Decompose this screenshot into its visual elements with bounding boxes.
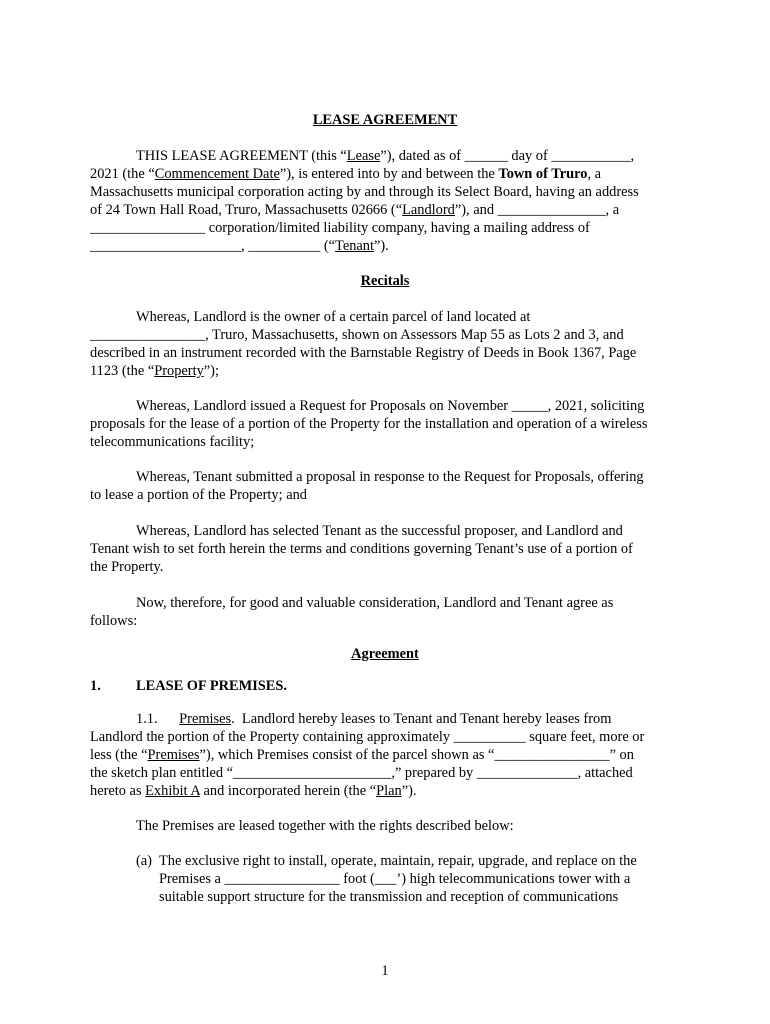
recital-line: described in an instrument recorded with the Barnstable Registry of Deeds in Book 1367, Page bbox=[90, 345, 637, 361]
intro-line: 2021 (the “Commencement Date”), is entered into by and between the Town of Truro, a bbox=[90, 166, 602, 182]
recital-line: Whereas, Landlord has selected Tenant as the successful proposer, and Landlord and bbox=[136, 523, 623, 539]
list-item-line: The exclusive right to install, operate, maintain, repair, upgrade, and replace on the bbox=[159, 853, 637, 869]
section-number: 1. bbox=[90, 678, 101, 694]
recital-line: telecommunications facility; bbox=[90, 434, 255, 450]
recital-line: Whereas, Landlord is the owner of a certain parcel of land located at bbox=[136, 309, 531, 325]
section-title: LEASE OF PREMISES. bbox=[136, 678, 288, 694]
rights-intro: The Premises are leased together with the rights described below: bbox=[136, 818, 514, 834]
subsection-line: the sketch plan entitled “______________________,” prepared by ______________, attached bbox=[90, 765, 633, 781]
subsection-line: 1.1. Premises. Landlord hereby leases to Tenant and Tenant hereby leases from bbox=[136, 711, 612, 727]
subsection-line: Landlord the portion of the Property containing approximately __________ square feet, more or bbox=[90, 729, 645, 745]
recital-line: ________________, Truro, Massachusetts, shown on Assessors Map 55 as Lots 2 and 3, and bbox=[90, 327, 624, 343]
defined-term: Lease bbox=[346, 148, 381, 164]
agreement-heading: Agreement bbox=[351, 646, 419, 662]
intro-line: ________________ corporation/limited liability company, having a mailing address of bbox=[90, 220, 590, 236]
recital-line: proposals for the lease of a portion of the Property for the installation and operation of a wireless bbox=[90, 416, 648, 432]
defined-term: Plan bbox=[376, 783, 402, 799]
intro-line: THIS LEASE AGREEMENT (this “Lease”), dated as of ______ day of ___________, bbox=[136, 148, 635, 164]
defined-term: Premises bbox=[147, 747, 200, 763]
consideration-line: follows: bbox=[90, 613, 138, 629]
defined-term: Commencement Date bbox=[154, 166, 280, 182]
defined-term: Property bbox=[154, 363, 204, 379]
defined-term: Tenant bbox=[335, 238, 374, 254]
list-item-line: Premises a ________________ foot (___’) high telecommunications tower with a bbox=[159, 871, 631, 887]
recital-line: Tenant wish to set forth herein the terms and conditions governing Tenant’s use of a portion of bbox=[90, 541, 633, 557]
consideration-line: Now, therefore, for good and valuable consideration, Landlord and Tenant agree as bbox=[136, 595, 614, 611]
recital-line: Whereas, Landlord issued a Request for Proposals on November _____, 2021, soliciting bbox=[136, 398, 645, 414]
defined-term: Landlord bbox=[402, 202, 455, 218]
recitals-heading: Recitals bbox=[360, 273, 410, 289]
recital-line: the Property. bbox=[90, 559, 164, 575]
party-name: Town of Truro bbox=[498, 166, 588, 182]
page-number: 1 bbox=[381, 963, 389, 979]
subsection-line: less (the “Premises”), which Premises consist of the parcel shown as “________________” on bbox=[90, 747, 634, 763]
list-item-line: suitable support structure for the transmission and reception of communications bbox=[159, 889, 619, 905]
subsection-line: hereto as Exhibit A and incorporated herein (the “Plan”). bbox=[90, 783, 417, 799]
defined-term: Premises bbox=[179, 711, 232, 727]
defined-term: Exhibit A bbox=[145, 783, 200, 799]
document-title: LEASE AGREEMENT bbox=[312, 112, 458, 128]
intro-line: _____________________, __________ (“Tenant”). bbox=[90, 238, 389, 254]
recital-line: to lease a portion of the Property; and bbox=[90, 487, 307, 503]
list-marker: (a) bbox=[136, 853, 152, 869]
recital-line: 1123 (the “Property”); bbox=[90, 363, 219, 379]
recital-line: Whereas, Tenant submitted a proposal in response to the Request for Proposals, offering bbox=[136, 469, 644, 485]
intro-line: of 24 Town Hall Road, Truro, Massachusetts 02666 (“Landlord”), and _______________, a bbox=[90, 202, 620, 218]
intro-line: Massachusetts municipal corporation acting by and through its Select Board, having an address bbox=[90, 184, 639, 200]
